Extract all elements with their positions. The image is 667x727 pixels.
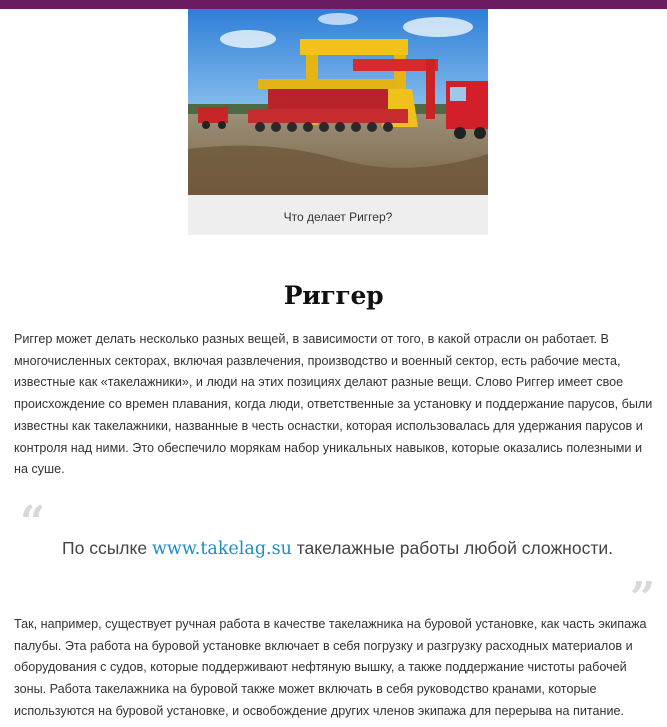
takelag-link[interactable]: www.takelag.su bbox=[151, 539, 292, 559]
quote-open-icon: “ bbox=[20, 497, 46, 548]
rigging-crane-photo-icon[interactable] bbox=[188, 9, 488, 195]
quote-text-before: По ссылке bbox=[62, 538, 152, 558]
top-bar bbox=[0, 0, 667, 9]
article-title: Риггер bbox=[283, 281, 384, 310]
blockquote bbox=[0, 538, 667, 559]
article-paragraph-2: Так, например, существует ручная работа в качестве такелажника на буровой установке, как часть экипажа палубы. Эта работа на буровой установке включает в себя погрузку и разгрузку расходных материалов и оборудования с судов, которые поддерживают нефтяную вышку, а также поддержание чистоты рабочей зоны. Работа такелажника на буровой также может включать в себя руководство кранами, которые используются на буровой установке, и освобождение других членов экипажа для перерыва на питание. bbox=[14, 617, 647, 718]
article-figure bbox=[188, 9, 488, 235]
quote-text-after: такелажные работы любой сложности. bbox=[291, 538, 613, 558]
figure-caption: Что делает Риггер? bbox=[283, 210, 393, 224]
quote-close-icon: ” bbox=[630, 573, 656, 624]
article-paragraph-1: Риггер может делать несколько разных вещей, в зависимости от того, в какой отрасли он работает. В многочисленных секторах, включая развлечения, производство и военный сектор, есть рабочие места, известные как «такелажники», и люди на этих позициях делают разные вещи. Слово Риггер имеет свое происхождение со времен плавания, когда люди, ответственные за установку и поддержание парусов, были известны как такелажники, названные в честь оснастки, которая использовалась для удержания парусов и контроля над ними. Это обеспечило морякам набор уникальных навыков, которые оказались полезными и на суше. bbox=[14, 332, 653, 477]
